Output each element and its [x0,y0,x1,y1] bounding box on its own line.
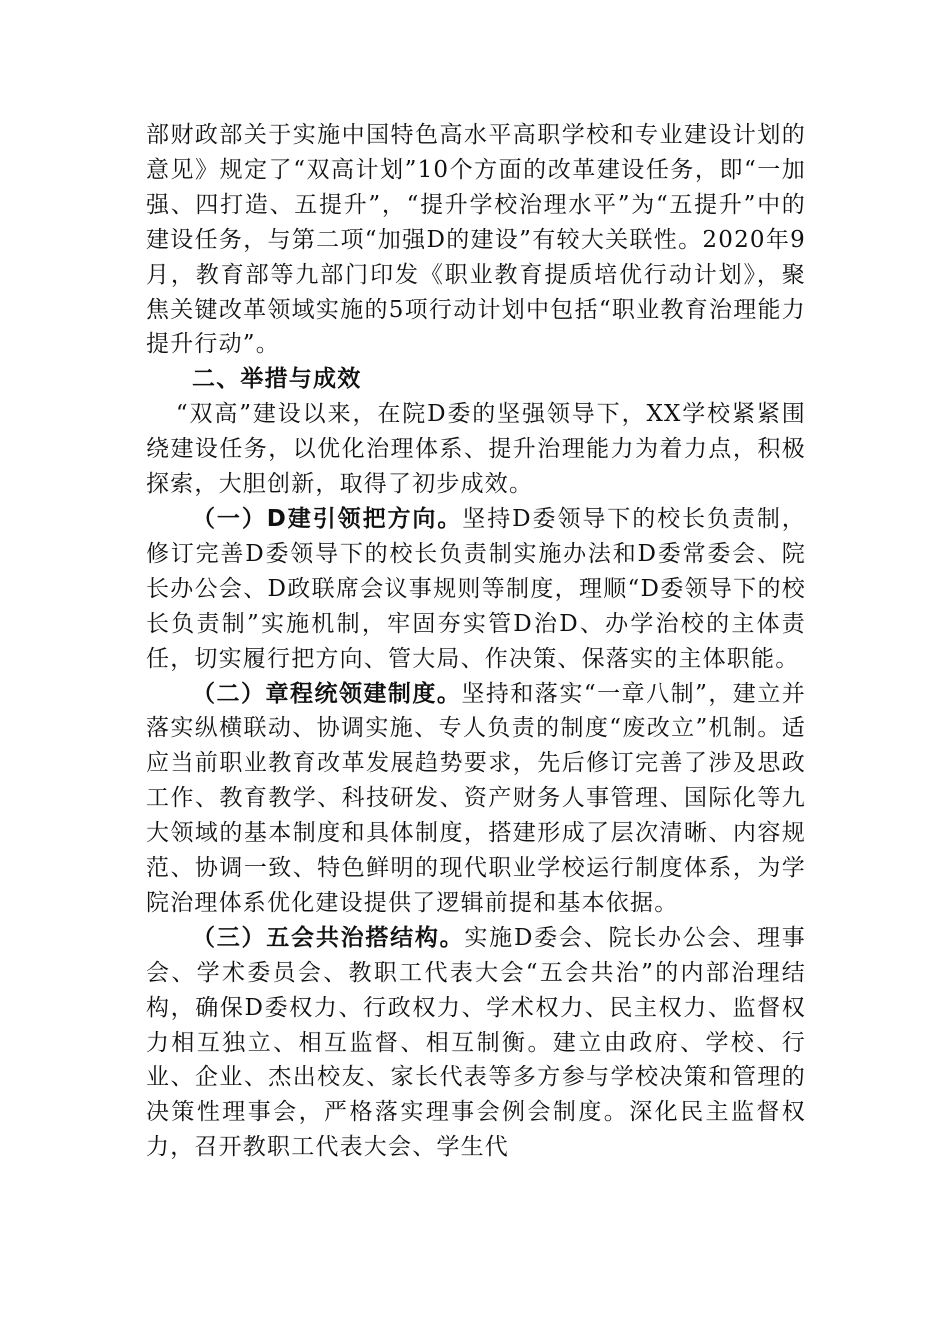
item-3-body: 实施D委会、院长办公会、理事会、学术委员会、教职工代表大会“五会共治”的内部治理结构，确保D委权力、行政权力、学术权力、民主权力、监督权力相互独立、相互监督、相互制衡。建立由政府、学校、行业、企业、杰出校友、家长代表等多方参与学校决策和管理的决策性理事会，严格落实理事会例会制度。深化民主监督权力，召开教职工代表大会、学生代 [146,924,807,1161]
paragraph-item-2 [146,677,806,921]
document-page [146,118,806,1165]
paragraph-item-3 [146,921,806,1165]
section-heading: 二、举措与成效 [192,366,362,393]
item-1-lead: （一）D建引领把方向。 [192,505,463,532]
item-2-body: 坚持和落实“一章八制”，建立并落实纵横联动、协调实施、专人负责的制度“废改立”机制。适应当前职业教育改革发展趋势要求，先后修订完善了涉及思政工作、教育教学、科技研发、资产财务人事管理、国际化等九大领域的基本制度和具体制度，搭建形成了层次清晰、内容规范、协调一致、特色鲜明的现代职业学校运行制度体系，为学院治理体系优化建设提供了逻辑前提和基本依据。 [146,680,806,916]
paragraph-section-intro: “双高”建设以来，在院D委的坚强领导下，XX学校紧紧围绕建设任务，以优化治理体系、提升治理能力为着力点，积极探索，大胆创新，取得了初步成效。 [146,401,806,498]
item-3-lead: （三）五会共治搭结构。 [192,924,465,951]
paragraph-intro: 部财政部关于实施中国特色高水平高职学校和专业建设计划的意见》规定了“双高计划”10个方面的改革建设任务，即“一加强、四打造、五提升”，“提升学校治理水平”为“五提升”中的建设任务，与第二项“加强D的建设”有较大关联性。2020年9月，教育部等九部门印发《职业教育提质培优行动计划》，聚焦关键改革领域实施的5项行动计划中包括“职业教育治理能力提升行动”。 [146,122,806,358]
item-1-body: 坚持D委领导下的校长负责制，修订完善D委领导下的校长负责制实施办法和D委常委会、院长办公会、D政联席会议事规则等制度，理顺“D委领导下的校长负责制”实施机制，牢固夯实管D治D、办学治校的主体责任，切实履行把方向、管大局、作决策、保落实的主体职能。 [146,505,806,672]
paragraph-item-1 [146,502,806,677]
item-2-lead: （二）章程统领建制度。 [192,680,462,707]
